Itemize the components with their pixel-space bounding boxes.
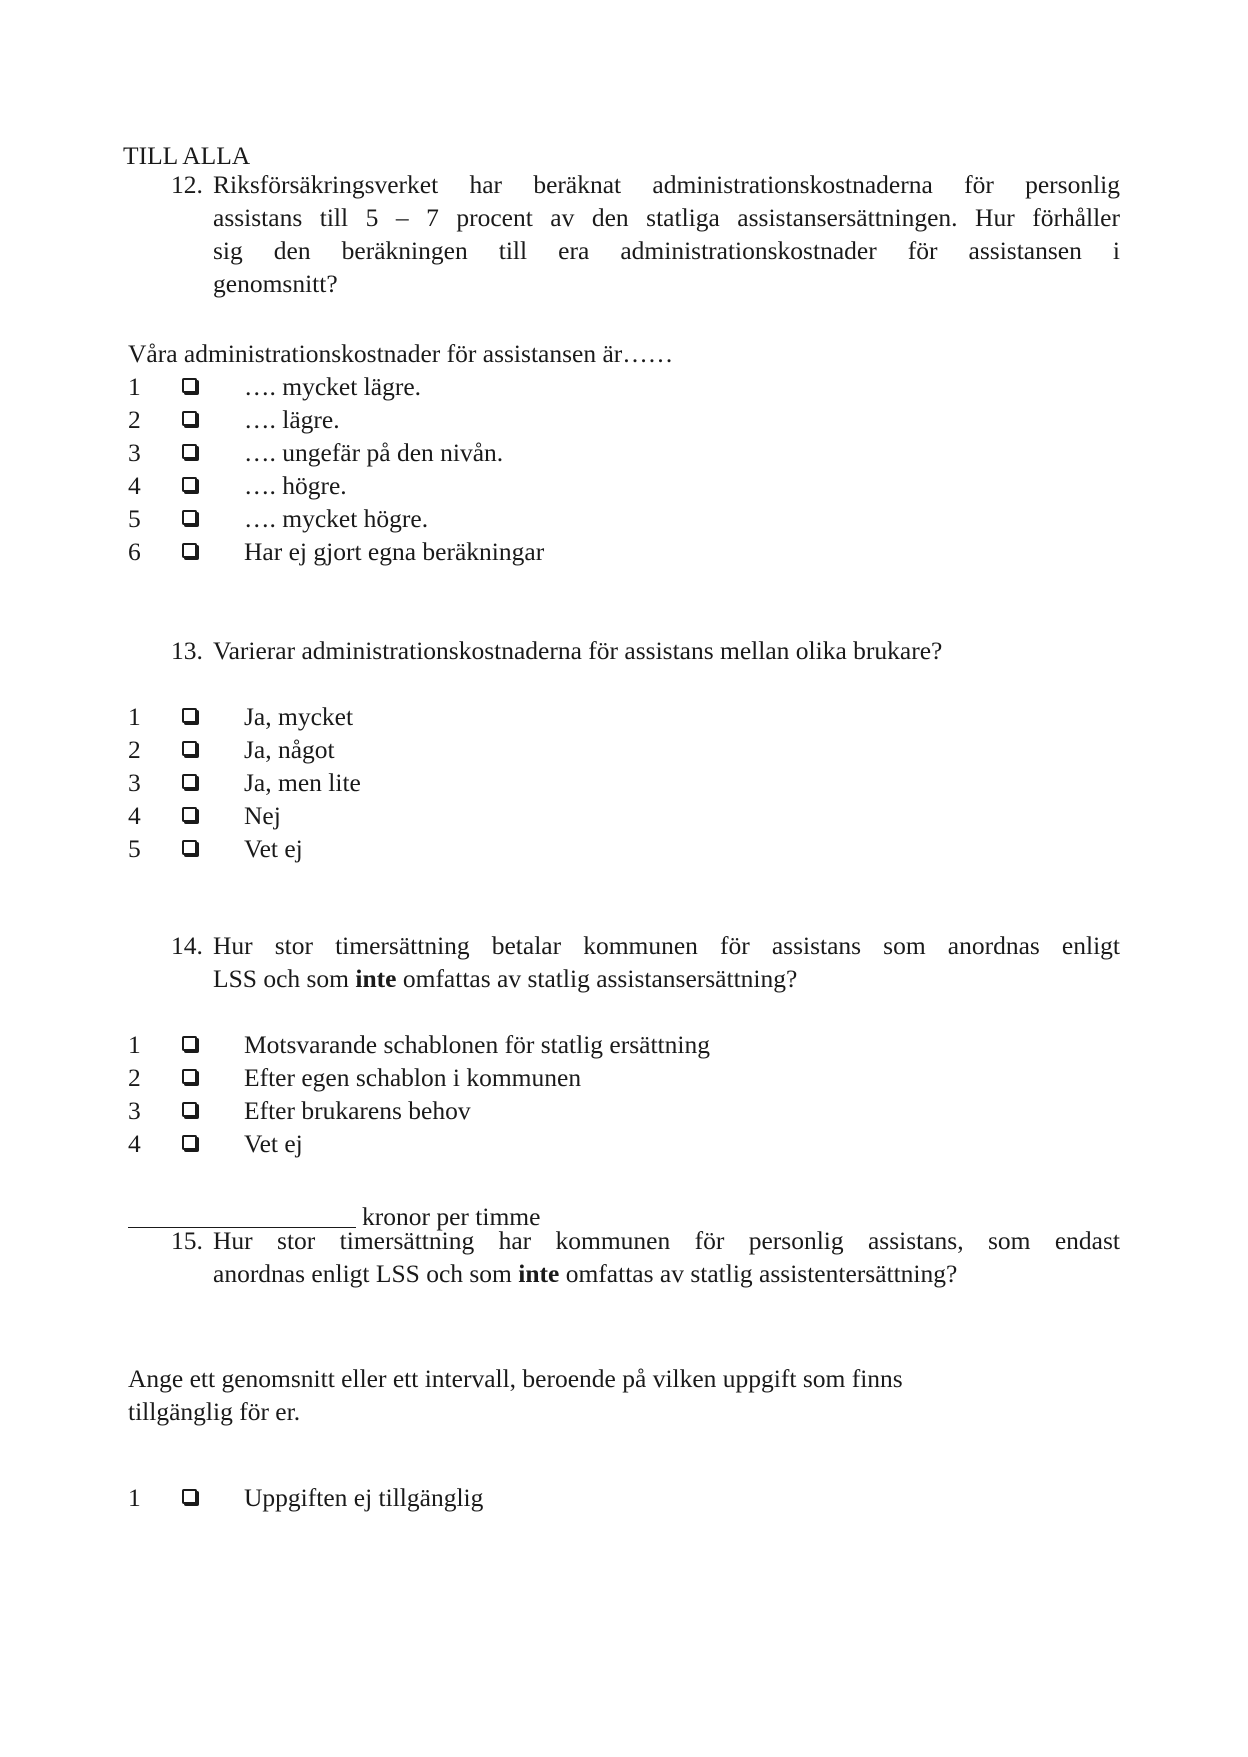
option-label: Motsvarande schablonen för statlig ersättning [244,1030,710,1059]
text-segment: LSS och som [213,964,356,993]
option-number: 4 [128,471,141,500]
option-number: 4 [128,1129,141,1158]
checkbox[interactable] [182,378,197,393]
option-label: Ja, mycket [244,702,354,731]
option-label: …. högre. [244,471,347,500]
question-12 [171,168,1120,300]
question-13 [171,634,1120,667]
option-label: Ja, men lite [244,768,361,797]
text-segment: omfattas av statlig assistentersättning? [559,1259,958,1288]
unit-label: kronor per timme [362,1202,541,1231]
option-label: …. mycket lägre. [244,372,422,401]
checkbox[interactable] [182,411,197,426]
option-number: 1 [128,1030,141,1059]
question-text-line [171,1257,1120,1290]
section-heading: TILL ALLA [123,141,251,170]
instruction-line: tillgänglig för er. [128,1397,301,1426]
instruction-line: Ange ett genomsnitt eller ett intervall, beroende på vilken uppgift som finns [128,1364,903,1393]
question-text-line: sig den beräkningen till era administrationskostnader för assistansen i [213,236,1120,265]
option-number: 1 [128,372,141,401]
checkbox[interactable] [182,708,197,723]
question-number: 14. [171,931,203,960]
option-label: Vet ej [244,834,303,863]
option-number: 3 [128,438,141,467]
option-number: 2 [128,405,141,434]
option-number: 4 [128,801,141,830]
question-text-line: Hur stor timersättning har kommunen för personlig assistans, som endast [213,1226,1120,1255]
text-segment: omfattas av statlig assistansersättning? [396,964,798,993]
question-text-line: Riksförsäkringsverket har beräknat administrationskostnaderna för personlig [213,170,1120,199]
question-text-line: Varierar administrationskostnaderna för assistans mellan olika brukare? [213,636,943,665]
question-number: 12. [171,170,203,199]
checkbox[interactable] [182,510,197,525]
option-number: 1 [128,702,141,731]
checkbox[interactable] [182,543,197,558]
checkbox[interactable] [182,807,197,822]
question-text-line: assistans till 5 – 7 procent av den statliga assistansersättningen. Hur förhåller [213,203,1120,232]
checkbox[interactable] [182,1102,197,1117]
checkbox[interactable] [182,477,197,492]
emphasis-text: inte [355,964,397,993]
question-14 [171,929,1120,995]
option-label: Efter egen schablon i kommunen [244,1063,582,1092]
option-label: Har ej gjort egna beräkningar [244,537,545,566]
kronor-per-timme-field[interactable] [128,1227,356,1228]
option-label: Uppgiften ej tillgänglig [244,1483,484,1512]
option-number: 1 [128,1483,141,1512]
option-label: Nej [244,801,281,830]
question-number: 13. [171,636,203,665]
question-15 [171,1224,1120,1290]
option-number: 3 [128,1096,141,1125]
option-label: Ja, något [244,735,335,764]
option-number: 3 [128,768,141,797]
checkbox[interactable] [182,741,197,756]
checkbox[interactable] [182,444,197,459]
option-label: …. lägre. [244,405,340,434]
checkbox[interactable] [182,1489,197,1504]
option-number: 6 [128,537,141,566]
option-number: 5 [128,834,141,863]
option-label: …. mycket högre. [244,504,429,533]
option-label: Efter brukarens behov [244,1096,471,1125]
question-text-line [171,962,1120,995]
emphasis-text: inte [518,1259,560,1288]
checkbox[interactable] [182,1036,197,1051]
checkbox[interactable] [182,1069,197,1084]
checkbox[interactable] [182,774,197,789]
option-number: 2 [128,1063,141,1092]
q12-lead-in: Våra administrationskostnader för assistansen är…… [128,339,674,368]
option-number: 2 [128,735,141,764]
checkbox[interactable] [182,840,197,855]
question-text-line: Hur stor timersättning betalar kommunen för assistans som anordnas enligt [213,931,1120,960]
text-segment: anordnas enligt LSS och som [213,1259,519,1288]
option-label: Vet ej [244,1129,303,1158]
checkbox[interactable] [182,1135,197,1150]
question-number: 15. [171,1226,203,1255]
option-label: …. ungefär på den nivån. [244,438,504,467]
option-number: 5 [128,504,141,533]
question-text-line: genomsnitt? [213,269,338,298]
